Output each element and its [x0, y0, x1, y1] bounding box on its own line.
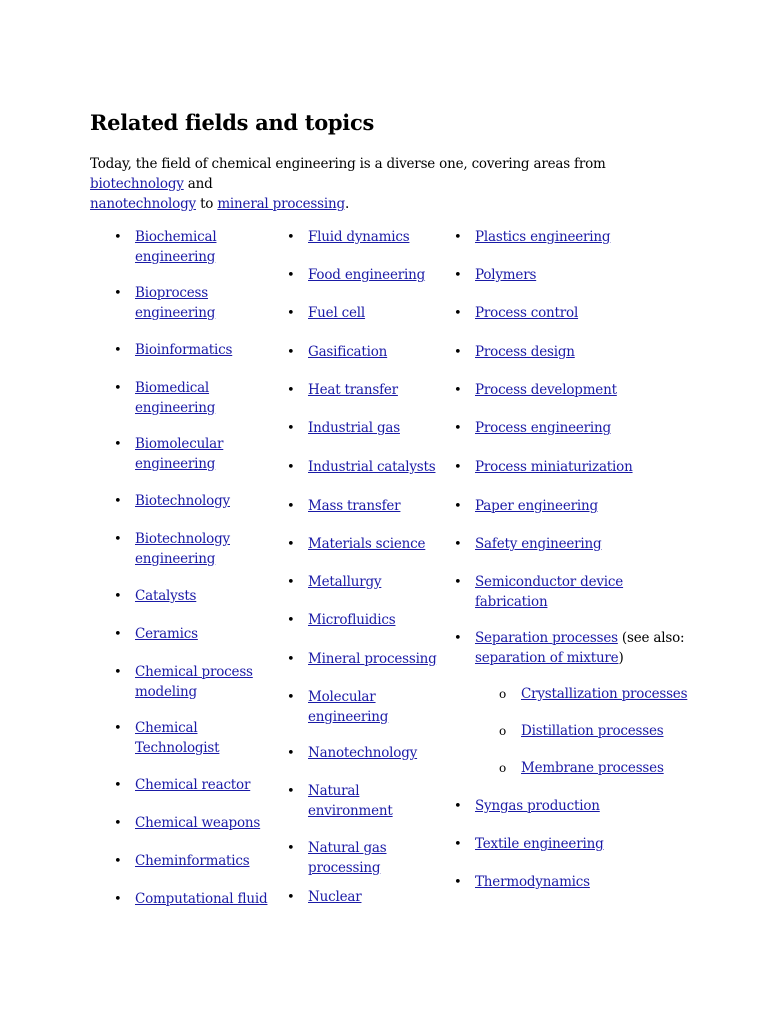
list-item [114, 852, 270, 872]
link-natural-environment[interactable] [308, 783, 393, 819]
link-process-engineering[interactable] [475, 420, 611, 436]
link-fuel-cell[interactable] [308, 305, 365, 321]
link-text-line-2: modeling [135, 683, 197, 700]
bullet-icon: • [114, 286, 122, 301]
link-distillation-processes[interactable]: Distillation processes [521, 723, 664, 739]
link-text-line-1: Mineral processing [308, 651, 437, 667]
list-item [454, 573, 690, 612]
link-text-line-1: Process control [475, 305, 579, 321]
list-item [287, 650, 443, 670]
link-text-line-2: engineering [135, 248, 216, 265]
link-text-line-1: Paper engineering [475, 498, 598, 514]
list-item [454, 535, 690, 555]
list-item [454, 381, 690, 401]
link-text-line-1: Biomedical [135, 380, 210, 396]
list-item [287, 839, 443, 878]
link-process-miniaturization[interactable] [475, 459, 633, 475]
link-text-line-1: Thermodynamics [475, 874, 590, 890]
link-text-line-1: Bioprocess [135, 285, 208, 301]
link-text-line-1: Natural gas [308, 840, 387, 856]
bullet-icon: • [287, 230, 295, 245]
bullet-icon: • [287, 575, 295, 590]
link-gasification[interactable] [308, 344, 387, 360]
link-materials-science[interactable] [308, 536, 425, 552]
link-nanotechnology[interactable] [308, 745, 417, 761]
link-text-line-2: engineering [135, 304, 216, 321]
link-text-line-1: Nuclear [308, 889, 362, 905]
list-item [287, 888, 443, 908]
link-natural-gas-processing[interactable] [308, 840, 387, 876]
bullet-icon: • [287, 306, 295, 321]
paren-close: ) [618, 649, 624, 666]
bullet-icon: • [287, 383, 295, 398]
bullet-icon: • [114, 665, 122, 680]
sub-list-item [499, 722, 701, 742]
bullet-icon: • [287, 421, 295, 436]
bullet-icon: • [114, 381, 122, 396]
link-text-line-1: Biotechnology [135, 531, 230, 547]
list-item [454, 343, 690, 363]
list-item [454, 873, 690, 893]
link-text-line-1: Molecular [308, 689, 376, 705]
bullet-icon: • [454, 306, 462, 321]
link-mineral-processing[interactable]: mineral processing [217, 196, 345, 212]
list-item [287, 419, 443, 439]
link-text-line-1: Plastics engineering [475, 229, 611, 245]
list-item [287, 535, 443, 555]
link-text-line-1: Chemical reactor [135, 777, 251, 793]
link-text-line-1: Industrial gas [308, 420, 400, 436]
link-text-line-1: Heat transfer [308, 382, 398, 398]
list-item [287, 573, 443, 593]
link-text-line-2: environment [308, 802, 393, 819]
link-text-line-2: engineering [308, 708, 389, 725]
link-text-line-1: Process development [475, 382, 617, 398]
link-text-line-1: Semiconductor device [475, 574, 624, 590]
link-text-line-1: Catalysts [135, 588, 197, 604]
link-text-line-1: Nanotechnology [308, 745, 418, 761]
bullet-icon: • [454, 537, 462, 552]
link-catalysts[interactable] [135, 588, 196, 604]
link-text-line-1: Natural [308, 783, 360, 799]
link-plastics-engineering[interactable] [475, 229, 610, 245]
link-nuclear[interactable] [308, 889, 361, 905]
list-item [454, 304, 690, 324]
list-item [114, 663, 270, 702]
sub-list-item [499, 759, 701, 779]
list-item [114, 890, 270, 910]
link-biotechnology-engineering[interactable] [135, 531, 230, 567]
link-text-line-1: Metallurgy [308, 574, 382, 590]
list-item [287, 381, 443, 401]
link-separation-processes[interactable]: Separation processes [475, 630, 618, 646]
link-text-line-1: Chemical process [135, 664, 253, 680]
list-item [114, 625, 270, 645]
bullet-icon: • [114, 721, 122, 736]
bullet-icon: • [454, 575, 462, 590]
list-item [287, 611, 443, 631]
bullet-icon: • [454, 631, 462, 646]
link-text-line-1: Bioinformatics [135, 342, 233, 358]
link-biomedical-engineering[interactable] [135, 380, 215, 416]
bullet-icon: • [114, 494, 122, 509]
link-nanotechnology[interactable]: nanotechnology [90, 196, 196, 212]
bullet-icon: • [287, 613, 295, 628]
link-mineral-processing[interactable] [308, 651, 437, 667]
link-text-line-1: Materials science [308, 536, 426, 552]
link-textile-engineering[interactable] [475, 836, 604, 852]
bullet-icon: • [114, 437, 122, 452]
bullet-icon: • [454, 460, 462, 475]
link-text-line-2: Technologist [135, 739, 220, 756]
see-also-text: (see also: [617, 630, 685, 646]
link-text-line-1: Microfluidics [308, 612, 396, 628]
bullet-icon: • [287, 746, 295, 761]
link-text-line-1: Food engineering [308, 267, 426, 283]
link-cheminformatics[interactable] [135, 853, 250, 869]
link-bioinformatics[interactable] [135, 342, 232, 358]
bullet-icon: • [114, 589, 122, 604]
link-biochemical-engineering[interactable] [135, 229, 216, 265]
bullet-icon: • [114, 627, 122, 642]
bullet-icon: • [114, 230, 122, 245]
circle-bullet-icon: o [499, 761, 507, 775]
circle-bullet-icon: o [499, 724, 507, 738]
link-text-line-1: Gasification [308, 344, 388, 360]
link-process-control[interactable] [475, 305, 578, 321]
list-item [114, 492, 270, 512]
list-item [114, 719, 270, 758]
list-item [287, 343, 443, 363]
link-text-line-1: Syngas production [475, 798, 600, 814]
bullet-icon: • [114, 816, 122, 831]
link-thermodynamics[interactable] [475, 874, 590, 890]
intro-text: and [183, 176, 213, 192]
list-item [114, 435, 270, 474]
link-crystallization-processes[interactable]: Crystallization processes [521, 686, 688, 702]
section-heading: Related fields and topics [90, 110, 374, 135]
list-item [114, 814, 270, 834]
intro-text: to [195, 196, 218, 212]
link-text-line-1: Fluid dynamics [308, 229, 410, 245]
list-item [287, 304, 443, 324]
link-text-line-1: Textile engineering [475, 836, 604, 852]
list-item [287, 782, 443, 821]
link-text-line-1: Cheminformatics [135, 853, 250, 869]
link-heat-transfer[interactable] [308, 382, 398, 398]
link-membrane-processes[interactable]: Membrane processes [521, 760, 664, 776]
link-text-line-1: Industrial catalysts [308, 459, 436, 475]
bullet-icon: • [114, 854, 122, 869]
bullet-icon: • [287, 537, 295, 552]
link-metallurgy[interactable] [308, 574, 381, 590]
link-text-line-1: Chemical weapons [135, 815, 261, 831]
bullet-icon: • [287, 499, 295, 514]
link-safety-engineering[interactable] [475, 536, 601, 552]
intro-text: . [344, 196, 350, 212]
list-item [454, 419, 690, 439]
link-text-line-1: Ceramics [135, 626, 198, 642]
link-paper-engineering[interactable] [475, 498, 598, 514]
list-item [287, 497, 443, 517]
link-process-development[interactable] [475, 382, 617, 398]
link-text-line-1: Process design [475, 344, 575, 360]
link-text-line-1: Biomolecular [135, 436, 224, 452]
list-item [114, 284, 270, 323]
bullet-icon: • [287, 890, 295, 905]
list-item [114, 379, 270, 418]
link-text-line-2: fabrication [475, 593, 548, 610]
link-bioprocess-engineering[interactable] [135, 285, 215, 321]
link-text-line-1: Process miniaturization [475, 459, 633, 475]
bullet-icon: • [287, 784, 295, 799]
list-item [114, 530, 270, 569]
bullet-icon: • [454, 499, 462, 514]
link-text-line-1: Process engineering [475, 420, 611, 436]
link-biotechnology[interactable] [135, 493, 230, 509]
bullet-icon: • [287, 690, 295, 705]
link-chemical-technologist[interactable] [135, 720, 219, 756]
bullet-icon: • [454, 383, 462, 398]
bullet-icon: • [454, 837, 462, 852]
bullet-icon: • [114, 343, 122, 358]
link-industrial-catalysts[interactable] [308, 459, 435, 475]
link-fluid-dynamics[interactable] [308, 229, 409, 245]
list-item [114, 587, 270, 607]
bullet-icon: • [454, 875, 462, 890]
intro-paragraph [90, 154, 690, 214]
link-text-line-1: Biotechnology [135, 493, 230, 509]
list-item [114, 228, 270, 267]
link-ceramics[interactable] [135, 626, 198, 642]
bullet-icon: • [287, 841, 295, 856]
bullet-icon: • [454, 799, 462, 814]
list-item [287, 228, 443, 248]
bullet-icon: • [114, 892, 122, 907]
link-semiconductor-device-fabrication[interactable] [475, 574, 623, 610]
link-text-line-1: Computational fluid [135, 891, 268, 907]
link-chemical-process-modeling[interactable] [135, 664, 253, 700]
sub-list-item [499, 685, 701, 705]
list-item [454, 266, 690, 286]
list-item [287, 688, 443, 727]
bullet-icon: • [454, 345, 462, 360]
bullet-icon: • [114, 532, 122, 547]
list-item [454, 629, 690, 668]
list-item [454, 835, 690, 855]
link-text-line-2: engineering [135, 550, 216, 567]
list-item [287, 458, 443, 478]
link-separation-of-mixture[interactable]: separation of mixture [475, 649, 619, 666]
link-microfluidics[interactable] [308, 612, 395, 628]
link-computational-fluid[interactable] [135, 891, 267, 907]
link-chemical-weapons[interactable] [135, 815, 260, 831]
list-item [454, 797, 690, 817]
link-chemical-reactor[interactable] [135, 777, 250, 793]
link-biotechnology[interactable]: biotechnology [90, 176, 184, 192]
bullet-icon: • [287, 652, 295, 667]
list-item [114, 341, 270, 361]
link-text-line-1: Polymers [475, 267, 537, 283]
list-item [454, 497, 690, 517]
list-item [287, 266, 443, 286]
link-molecular-engineering[interactable] [308, 689, 388, 725]
link-text-line-1: Biochemical [135, 229, 217, 245]
list-item [454, 228, 690, 248]
link-text-line-1: Chemical [135, 720, 198, 736]
bullet-icon: • [454, 421, 462, 436]
list-item [114, 776, 270, 796]
bullet-icon: • [454, 230, 462, 245]
link-text-line-1: Fuel cell [308, 305, 366, 321]
link-polymers[interactable] [475, 267, 536, 283]
list-item [287, 744, 443, 764]
link-mass-transfer[interactable] [308, 498, 400, 514]
link-text-line-2: processing [308, 859, 381, 876]
bullet-icon: • [287, 268, 295, 283]
bullet-icon: • [287, 460, 295, 475]
bullet-icon: • [454, 268, 462, 283]
link-process-design[interactable] [475, 344, 575, 360]
link-food-engineering[interactable] [308, 267, 425, 283]
link-industrial-gas[interactable] [308, 420, 400, 436]
intro-text: Today, the field of chemical engineering is a diverse one, covering areas from [90, 156, 606, 172]
circle-bullet-icon: o [499, 687, 507, 701]
bullet-icon: • [287, 345, 295, 360]
link-biomolecular-engineering[interactable] [135, 436, 223, 472]
link-text-line-2: engineering [135, 455, 216, 472]
link-text-line-1: Safety engineering [475, 536, 602, 552]
link-text-line-1: Mass transfer [308, 498, 401, 514]
bullet-icon: • [114, 778, 122, 793]
link-syngas-production[interactable] [475, 798, 600, 814]
list-item [454, 458, 690, 478]
link-text-line-2: engineering [135, 399, 216, 416]
